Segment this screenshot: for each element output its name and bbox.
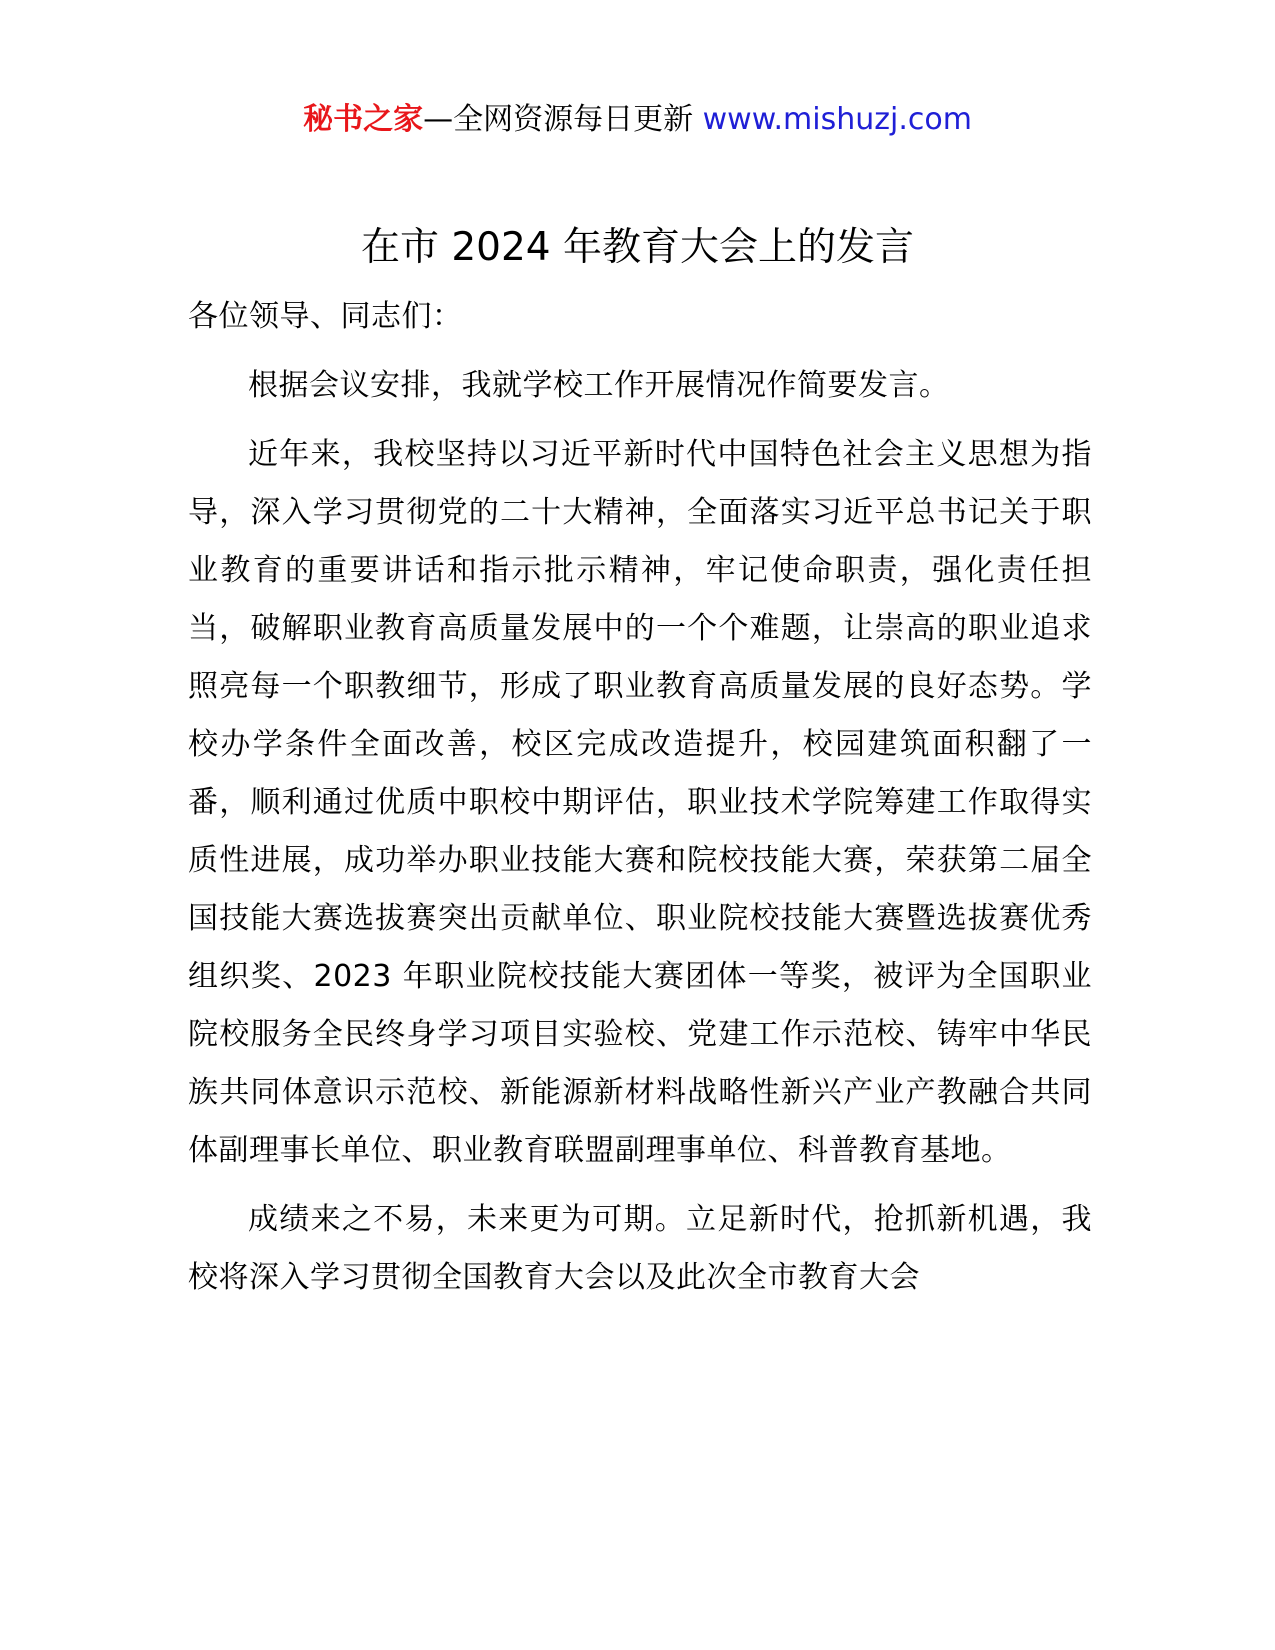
document-title: 在市 2024 年教育大会上的发言	[360, 225, 915, 270]
paragraph-outlook: 成绩来之不易，未来更为可期。立足新时代，抢抓新机遇，我校将深入学习贯彻全国教育大会以及此次全市教育大会	[188, 1202, 1092, 1295]
paragraph-achievements: 近年来，我校坚持以习近平新时代中国特色社会主义思想为指导，深入学习贯彻党的二十大精神，全面落实习近平总书记关于职业教育的重要讲话和指示批示精神，牢记使命职责，强化责任担当，破解职业教育高质量发展中的一个个难题，让崇高的职业追求照亮每一个职教细节，形成了职业教育高质量发展的良好态势。学校办学条件全面改善，校区完成改造提升，校园建筑面积翻了一番，顺利通过优质中职校中期评估，职业技术学院筹建工作取得实质性进展，成功举办职业技能大赛和院校技能大赛，荣获第二届全国技能大赛选拔赛突出贡献单位、职业院校技能大赛暨选拔赛优秀组织奖、2023 年职业院校技能大赛团体一等奖，被评为全国职业院校服务全民终身学习项目实验校、党建工作示范校、铸牢中华民族共同体意识示范校、新能源新材料战略性新兴产业产教融合共同体副理事长单位、职业教育联盟副理事单位、科普教育基地。	[188, 437, 1092, 1168]
site-brand: 秘书之家	[303, 102, 424, 137]
site-header	[0, 98, 1275, 142]
document-body	[188, 288, 1092, 1318]
paragraph-intro: 根据会议安排，我就学校工作开展情况作简要发言。	[248, 368, 950, 403]
greeting: 各位领导、同志们：	[188, 299, 463, 334]
site-url-link[interactable]: www.mishuzj.com	[702, 102, 972, 137]
site-tagline: —全网资源每日更新	[423, 102, 703, 137]
